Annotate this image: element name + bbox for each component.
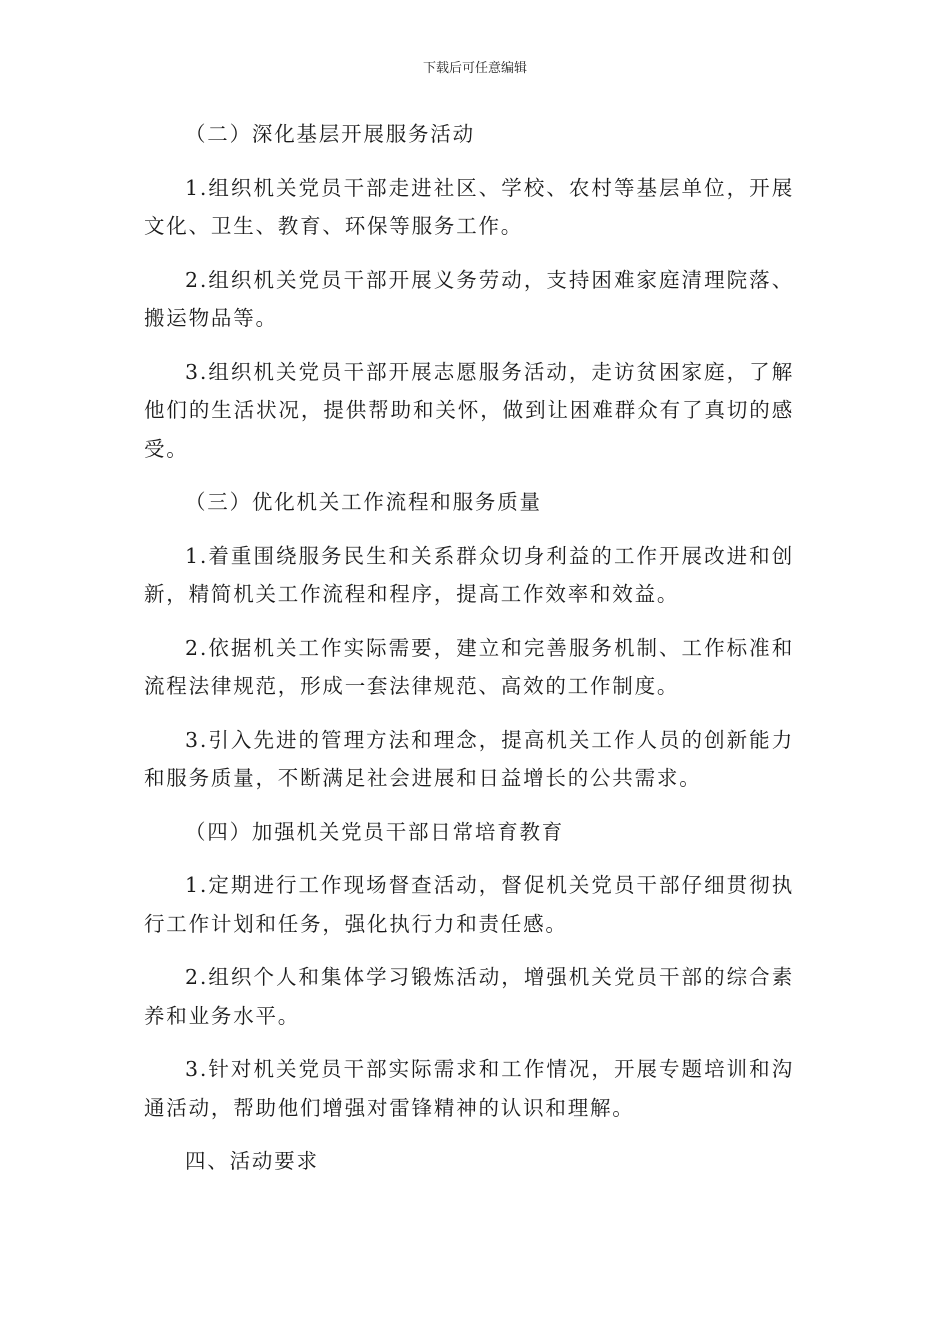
paragraph: 3.引入先进的管理方法和理念，提高机关工作人员的创新能力和服务质量，不断满足社会进展和日益增长的公共需求。 xyxy=(144,727,794,790)
paragraph: 3.针对机关党员干部实际需求和工作情况，开展专题培训和沟通活动，帮助他们增强对雷锋精神的认识和理解。 xyxy=(144,1057,794,1120)
chapter-heading-activity-requirements: 四、活动要求 xyxy=(185,1149,319,1173)
paragraph: 1.定期进行工作现场督查活动，督促机关党员干部仔细贯彻执行工作计划和任务，强化执行力和责任感。 xyxy=(144,873,794,936)
paragraph: 3.组织机关党员干部开展志愿服务活动，走访贫困家庭，了解他们的生活状况，提供帮助和关怀，做到让困难群众有了真切的感受。 xyxy=(144,359,794,461)
paragraph: 2.组织机关党员干部开展义务劳动，支持困难家庭清理院落、搬运物品等。 xyxy=(144,267,794,330)
paragraph: 1.组织机关党员干部走进社区、学校、农村等基层单位，开展文化、卫生、教育、环保等服务工作。 xyxy=(144,175,794,238)
section-heading-2: （二）深化基层开展服务活动 xyxy=(185,122,475,146)
header-note: 下载后可任意编辑 xyxy=(422,61,527,76)
paragraph: 2.组织个人和集体学习锻炼活动，增强机关党员干部的综合素养和业务水平。 xyxy=(144,965,794,1028)
paragraph: 1.着重围绕服务民生和关系群众切身利益的工作开展改进和创新，精简机关工作流程和程序，提高工作效率和效益。 xyxy=(144,543,794,606)
section-heading-3: （三）优化机关工作流程和服务质量 xyxy=(185,490,542,514)
document-body xyxy=(144,115,794,1196)
paragraph: 2.依据机关工作实际需要，建立和完善服务机制、工作标准和流程法律规范，形成一套法律规范、高效的工作制度。 xyxy=(144,635,794,698)
section-heading-4: （四）加强机关党员干部日常培育教育 xyxy=(185,819,565,844)
